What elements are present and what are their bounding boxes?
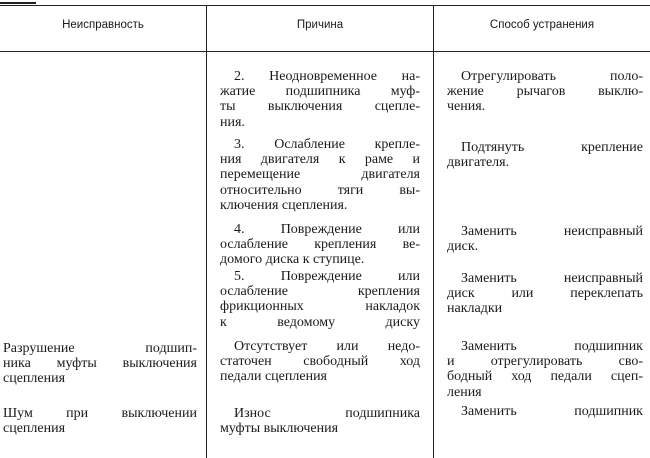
- text-line: жение рычагов выклю-: [447, 84, 643, 100]
- column-divider-2: [433, 5, 434, 458]
- text-line: фрикционных накладок: [220, 299, 420, 315]
- text-line: Износ подшипника: [234, 406, 420, 421]
- fault-cell-bearing: [3, 341, 197, 387]
- text-line: бодный ход педали сцеп-: [447, 369, 643, 385]
- column-divider-1: [206, 5, 207, 458]
- text-line: относительно тяги вы-: [220, 182, 420, 198]
- text-line: домого диска к ступице.: [220, 252, 365, 268]
- text-line: Заменить неисправный: [461, 271, 643, 286]
- top-rule-stub: [0, 2, 36, 4]
- top-rule: [0, 5, 650, 6]
- text-line: муфты выключения: [220, 421, 339, 437]
- text-line: статочен свободный ход: [220, 354, 420, 370]
- text-line: 4. Повреждение или: [234, 222, 420, 237]
- text-line: перемещение двигателя: [220, 167, 420, 183]
- text-line: к ведомому диску: [220, 314, 420, 330]
- text-line: 5. Повреждение или: [234, 269, 420, 284]
- text-line: двигателя.: [447, 155, 510, 171]
- text-line: сцепления: [3, 371, 66, 387]
- text-line: 2. Неодновременное на-: [234, 69, 420, 84]
- text-line: ния двигателя к раме и: [220, 152, 420, 168]
- cause-cell-4: [220, 222, 420, 268]
- text-line: ления: [447, 384, 482, 400]
- text-line: жатие подшипника муф-: [220, 84, 420, 100]
- text-line: Заменить неисправный: [461, 224, 643, 239]
- cause-cell-5: [220, 269, 420, 330]
- text-line: ника муфты выключения: [3, 356, 197, 372]
- remedy-cell-3: [447, 140, 643, 170]
- text-line: чения.: [447, 99, 486, 115]
- remedy-cell-4: [447, 224, 643, 254]
- text-line: Отрегулировать поло-: [461, 69, 643, 84]
- remedy-cell-noise: [447, 404, 643, 419]
- header-fault: Неисправность: [62, 19, 144, 31]
- cause-cell-bearing: [220, 339, 420, 385]
- text-line: и отрегулировать сво-: [447, 354, 643, 370]
- text-line: Подтянуть крепление: [461, 140, 643, 155]
- text-line: Заменить подшипник: [461, 404, 643, 419]
- fault-cell-noise: [3, 406, 197, 436]
- remedy-cell-5: [447, 271, 643, 317]
- cause-cell-2: [220, 69, 420, 130]
- header-remedy: Способ устранения: [489, 19, 595, 31]
- text-line: педали сцепления: [220, 369, 327, 385]
- cause-cell-noise: [220, 406, 420, 436]
- remedy-cell-bearing: [447, 339, 643, 400]
- cause-cell-3: [220, 137, 420, 213]
- text-line: ослабление крепления ве-: [220, 237, 420, 253]
- text-line: диск или переклепать: [447, 286, 643, 302]
- text-line: Отсутствует или недо-: [234, 339, 420, 354]
- text-line: ключения сцепления.: [220, 197, 348, 213]
- text-line: ния.: [220, 114, 245, 130]
- text-line: Шум при выключении: [3, 406, 197, 421]
- text-line: накладки: [447, 301, 503, 317]
- header-bottom-rule: [0, 51, 650, 52]
- text-line: 3. Ослабление крепле-: [234, 137, 420, 152]
- remedy-cell-2: [447, 69, 643, 115]
- text-line: Заменить подшипник: [461, 339, 643, 354]
- text-line: сцепления: [3, 421, 66, 437]
- text-line: ослабление крепления: [220, 284, 420, 300]
- header-cause: Причина: [296, 19, 344, 31]
- text-line: диск.: [447, 239, 479, 255]
- text-line: ты выключения сцепле-: [220, 99, 420, 115]
- text-line: Разрушение подшип-: [3, 341, 197, 356]
